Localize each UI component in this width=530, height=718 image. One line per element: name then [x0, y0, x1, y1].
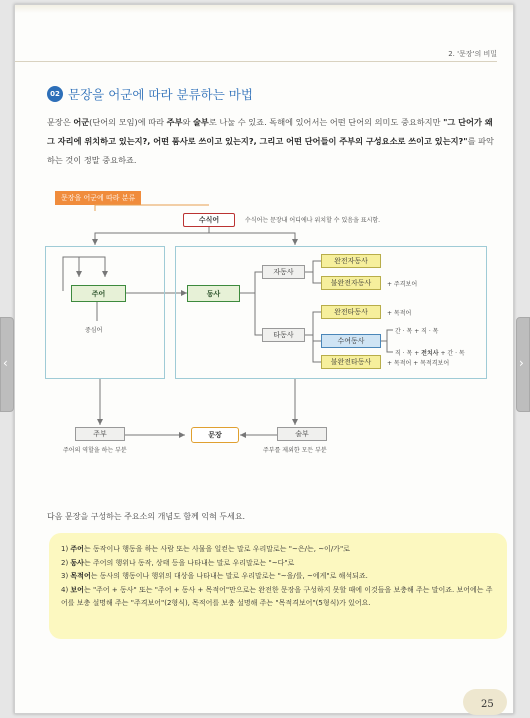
section-title: 문장을 어군에 따라 분류하는 마법 — [68, 87, 253, 102]
modifier-note: 수식어는 문장내 어디에나 위치할 수 있음을 표시함. — [245, 217, 381, 224]
note-item: 2) 동사는 주어의 행위나 동작, 상태 등을 나타내는 말로 우리말로는 "~다"로 — [61, 558, 295, 567]
dative-pattern-2: 직 · 목 + 전치사 + 간 · 목 — [395, 350, 465, 357]
subject-box: 주어 — [71, 285, 126, 302]
complete-transitive-box: 완전타동사 — [321, 305, 381, 319]
intro-bold: 술부 — [193, 117, 209, 127]
subject-sub-label: 중심어 — [85, 327, 103, 334]
page-number: 25 — [481, 699, 494, 710]
chevron-left-icon: ‹ — [3, 356, 8, 370]
note-item: 4) 보어는 "주어 + 동사" 또는 "주어 + 동사 + 목적어"만으로는 완전한 문장을 구성하지 못할 때에 이것들을 보충해 주는 말이죠. 보어에는 주어를 보충 설명해 주는 "주격보어"(2형식), 목적어를 보충 설명해 주는 "목적격보어"(5형식)가 있어요. — [61, 585, 493, 607]
running-header: 2. '문장'의 비밀 — [448, 50, 497, 58]
intransitive-box: 자동사 — [262, 265, 305, 279]
diagram-connectors — [15, 5, 515, 465]
subject-zone — [45, 246, 165, 379]
dative-pattern-1: 간 · 목 + 직 · 목 — [395, 328, 439, 335]
sentence-box: 문장 — [191, 427, 239, 443]
modifier-box: 수식어 — [183, 213, 235, 227]
subject-part-box: 주부 — [75, 427, 125, 441]
note-item: 3) 목적어는 동사의 행동이나 행위의 대상을 나타내는 말로 우리말로는 "~을/를, ~에게"로 해석되죠. — [61, 572, 368, 580]
predicate-part-box: 술부 — [277, 427, 327, 441]
subject-complement-label: + 주격보어 — [387, 281, 418, 288]
object-complement-label: + 목적어 + 목적격보어 — [387, 360, 450, 367]
chevron-right-icon: › — [519, 356, 524, 370]
intro-bold: 어군 — [73, 117, 90, 127]
object-label: + 목적어 — [387, 310, 412, 317]
incomplete-transitive-box: 불완전타동사 — [321, 355, 381, 369]
intro-bold: "그 단어가 왜 그 자리에 위치하고 있는지?, 어떤 품사로 쓰이고 있는지?, 그리고 어떤 단어들이 주부의 구성요소로 쓰이고 있는지?" — [47, 117, 493, 146]
intro-text: 로 나눌 수 있죠. 독해에 있어서는 어떤 단어의 의미도 중요하지만 — [208, 117, 444, 127]
instruction-text: 다음 문장을 구성하는 주요소의 개념도 함께 익혀 두세요. — [47, 512, 246, 521]
intro-text: (단어의 모임)에 따라 — [89, 117, 167, 127]
diagram-label: 문장을 어군에 따라 분류 — [55, 191, 141, 205]
book-page — [14, 4, 514, 714]
predicate-part-note: 주부를 제외한 모든 부분 — [263, 447, 327, 454]
next-page-button[interactable] — [516, 317, 530, 412]
verb-box: 동사 — [187, 285, 240, 302]
incomplete-intransitive-box: 불완전자동사 — [321, 276, 381, 290]
transitive-box: 타동사 — [262, 328, 305, 342]
complete-intransitive-box: 완전자동사 — [321, 254, 381, 268]
dative-box: 수여동사 — [321, 334, 381, 348]
definitions-box — [49, 533, 507, 639]
section-number-badge: 02 — [47, 86, 63, 102]
intro-bold: 주부 — [166, 117, 183, 127]
intro-text: 문장은 — [47, 117, 74, 127]
intro-text: 를 파악하는 것이 정말 중요하죠. — [47, 136, 494, 165]
previous-page-button[interactable] — [0, 317, 14, 412]
intro-text: 와 — [182, 117, 193, 127]
subject-part-note: 주어의 역할을 하는 부분 — [63, 447, 127, 454]
note-item: 1) 주어는 동작이나 행동을 하는 사람 또는 사물을 일컫는 말로 우리말로는 "~은/는, ~이/가"로 — [61, 545, 350, 553]
